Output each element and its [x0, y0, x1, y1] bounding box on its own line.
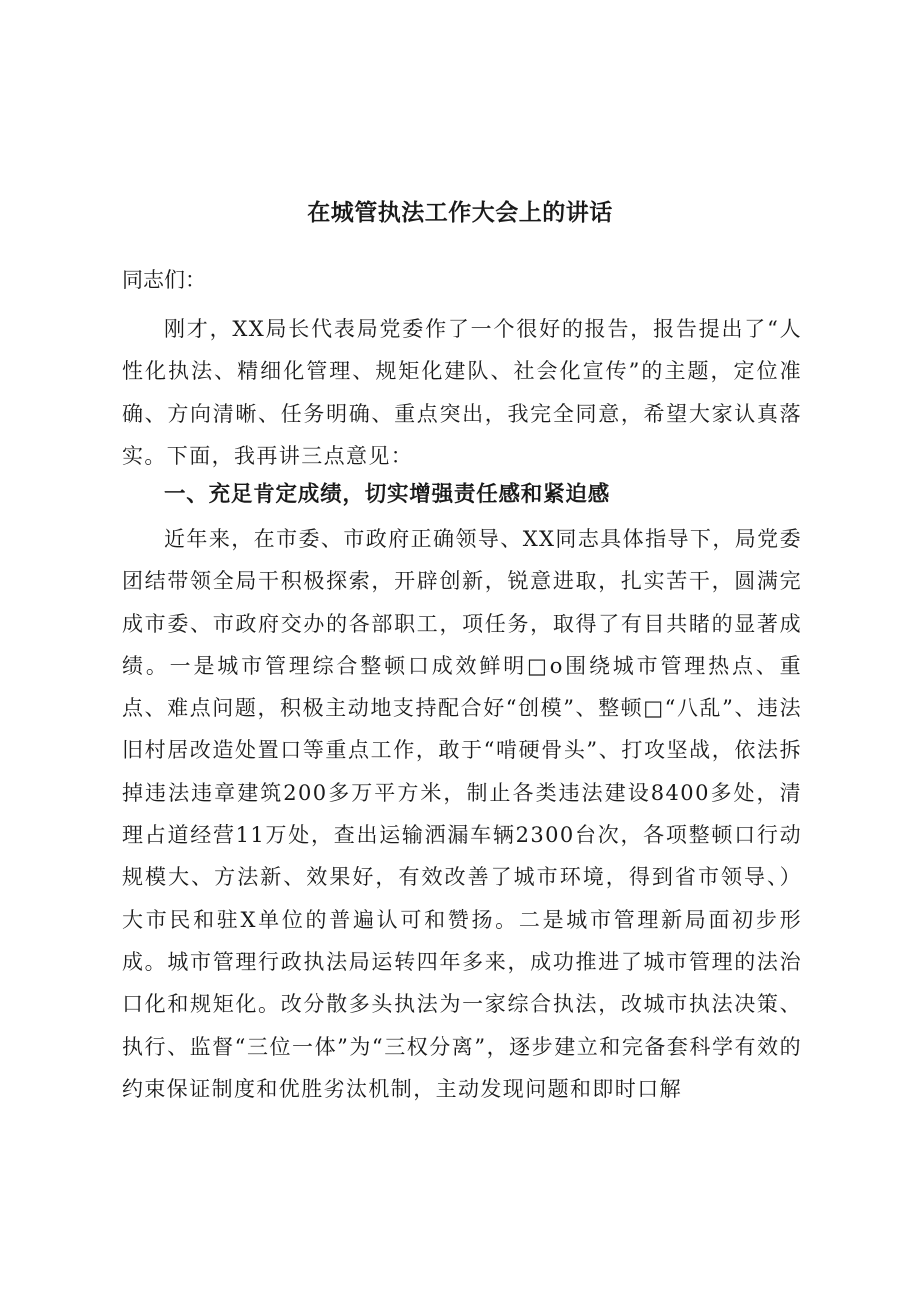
body-paragraph-achievements: 近年来，在市委、市政府正确领导、XX同志具体指导下，局党委团结带领全局干积极探索，开辟创新，锐意进取，扎实苦干，圆满完成市委、市政府交办的各部职工，项任务，取得了有目共睹的显著成绩。一是城市管理综合整顿口成效鲜明□o围绕城市管理热点、重点、难点问题，积极主动地支持配合好“创模”、整顿□“八乱”、违法旧村居改造处置口等重点工作，敢于“啃硬骨头”、打攻坚战，依法拆掉违法违章建筑200多万平方米，制止各类违法建设8400多处，清理占道经营11万处，查出运输洒漏车辆2300台次，各项整顿口行动规模大、方法新、效果好，有效改善了城市环境，得到省市领导、）大市民和驻X单位的普遍认可和赞扬。二是城市管理新局面初步形成。城市管理行政执法局运转四年多来，成功推进了城市管理的法治口化和规矩化。改分散多头执法为一家综合执法，改城市执法决策、执行、监督“三位一体”为“三权分离”，逐步建立和完备套科学有效的约束保证制度和优胜劣汰机制，主动发现问题和即时口解 — [122, 527, 802, 1101]
section-heading: 一、充足肯定成绩，切实增强责任感和紧迫感 — [164, 482, 611, 507]
page-title: 在城管执法工作大会上的讲话 — [307, 200, 613, 226]
salutation: 同志们： — [122, 268, 206, 292]
body-paragraph-intro: 刚才，XX局长代表局党委作了一个很好的报告，报告提出了“人性化执法、精细化管理、规矩化建队、社会化宣传”的主题，定位准确、方向清晰、任务明确、重点突出，我完全同意，希望大家认真落实。下面，我再讲三点意见： — [122, 317, 802, 468]
